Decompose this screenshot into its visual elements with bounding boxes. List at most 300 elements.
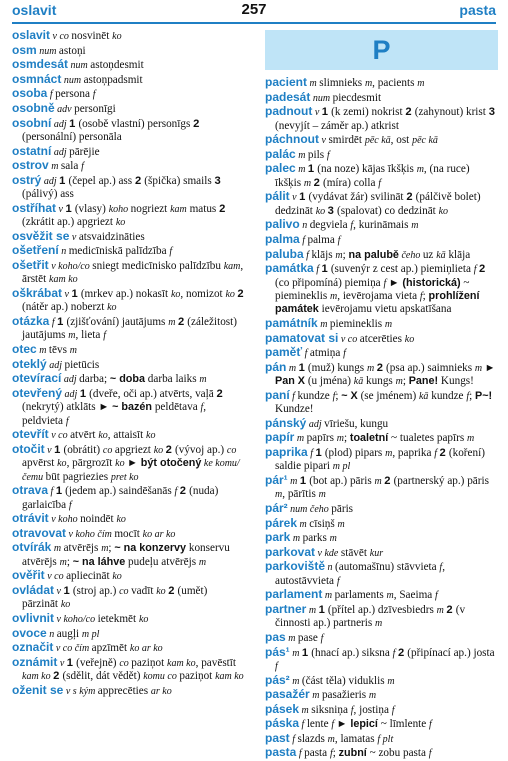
sense-number: 1 [71,287,81,300]
dictionary-entry [265,717,498,731]
sense-number: 1 [321,263,331,276]
dictionary-entry [12,612,245,626]
dictionary-entry [265,332,498,346]
dictionary-entry [12,259,245,287]
dictionary-entry [12,202,245,230]
grammar-label: ko [315,205,328,217]
dictionary-entry [12,684,245,698]
dictionary-entry [12,541,245,569]
translation-text: apgriezt [114,443,154,456]
example-phrase: ► Pan X [275,361,496,388]
translation-text: pāris [331,502,354,515]
example-phrase: zubní [338,747,367,760]
translation-text: matus [186,202,220,215]
sense-number: 2 [165,443,175,456]
translation-text: stāvēt [340,546,370,559]
translation-text: nosvinēt [71,30,113,42]
headword: osm [12,42,37,57]
translation-text: pils [307,148,327,161]
translation-text: ; [66,555,73,568]
translation-text: ; [335,389,342,402]
dictionary-entry [265,233,498,247]
grammar-label: f [49,316,58,328]
grammar-label: m [199,374,207,386]
translation-text: , lieta [75,329,104,342]
example-phrase: ► ~ bazén [98,401,153,414]
dictionary-entry [265,190,498,218]
translation-text: kundze [297,389,333,402]
grammar-label: m [48,161,61,173]
grammar-label: f [169,246,173,258]
headword: páchnout [265,132,319,147]
translation-text: , nomizot [180,287,226,300]
grammar-label: v co čím [53,643,92,655]
translation-text: (veřejně) [76,656,120,669]
translation-text: , peldvieta [22,401,207,427]
headword: osmdesát [12,57,69,72]
dictionary-entry [265,91,498,105]
translation-text: sala [60,160,82,173]
headword: pánský [265,415,307,430]
example-phrase: ► lepicí [336,718,378,731]
translation-text: ~ tualetes papīrs [388,432,467,445]
grammar-label: f [303,249,312,261]
sense-number: 2 [313,176,323,189]
headword: pás² [265,672,290,687]
grammar-label: f [350,220,354,232]
grammar-label: co [226,444,237,456]
grammar-label: m [295,164,308,176]
dictionary-entry [265,262,498,317]
translation-text: (nekrytý) atklāts [22,401,99,414]
grammar-label: m [474,362,485,374]
grammar-label: m [287,475,300,487]
grammar-label: m [51,543,64,555]
translation-text: (připínací ap.) josta [407,646,495,659]
headword: pán [265,359,287,374]
grammar-label: ko [98,430,108,442]
translation-text: vīriešu, kungu [324,417,389,430]
dictionary-entry [12,627,245,641]
headword: oslavit [12,28,51,42]
translation-text: (obrátit) [63,443,103,456]
translation-text: , lamatas [334,732,378,745]
grammar-label: pēc kā [364,135,391,147]
sense-number: 1 [65,202,75,215]
grammar-label: f [429,719,432,731]
dictionary-entry [265,588,498,602]
translation-text: (personální) personāla [22,130,122,143]
grammar-label: num [36,45,59,57]
grammar-label: f [307,447,316,459]
grammar-label: m [318,489,326,501]
translation-text: (nevyjít – záměr ap.) atkrist [275,119,399,132]
headword: otevírací [12,371,62,386]
headword: pacient [265,75,308,89]
grammar-label: co [102,444,115,456]
example-phrase: ~ X [341,389,358,402]
grammar-label: v kde [315,547,341,559]
grammar-label: v [44,444,55,456]
dictionary-entry [265,674,498,688]
translation-text: atvērējs [63,542,102,555]
grammar-label: ko [115,217,126,229]
translation-text: (spalovat) co dedzināt [337,204,439,217]
grammar-label: komu co [143,671,180,683]
translation-text: ~ piemineklis [275,276,470,302]
grammar-label: ko [112,571,122,583]
grammar-label: kā [436,249,446,261]
dictionary-entry [12,358,245,372]
grammar-label: m [385,447,393,459]
grammar-label: f [332,390,336,402]
grammar-label: v s kým [63,685,98,697]
headword: párek [265,515,298,530]
grammar-label: ko [112,31,122,42]
grammar-label: num [310,92,333,104]
sense-number: 2 [405,106,415,119]
translation-text: paziņot [131,656,167,669]
translation-text: personīgi [74,102,116,115]
grammar-label: f [419,290,423,302]
grammar-label: f [200,402,204,414]
grammar-label: m [395,376,403,388]
grammar-label: ke komu/čemu [22,458,240,483]
grammar-label: f [81,161,84,173]
example-phrase: na palubě [348,248,399,261]
translation-text: (se jménem) [357,389,419,402]
translation-text: pārējie [69,145,100,158]
grammar-label: v koho/co [54,613,98,625]
headword: parkovat [265,544,316,559]
dictionary-entry [265,474,498,502]
dictionary-entry [12,584,245,612]
translation-text: konservu atvērējs [22,542,230,568]
grammar-label: v koho/co [48,260,93,272]
grammar-label: f [92,89,96,101]
translation-text: (osobě vlastní) personīgs [78,117,194,130]
dictionary-entry [265,148,498,162]
dictionary-entry [265,746,498,760]
grammar-label: m [289,675,302,687]
grammar-label: v co [50,31,72,42]
translation-text: slazds [297,732,328,745]
grammar-label: m [299,704,312,716]
grammar-label: f [289,390,298,402]
grammar-label: adj [62,388,80,400]
headword: partner [265,601,307,616]
grammar-label: f [320,632,324,644]
grammar-label: m [275,489,283,501]
translation-text: parlaments [334,589,387,602]
grammar-label: ko [115,458,128,470]
headword: ovlivnit [12,610,55,625]
page-number: 257 [241,1,267,18]
grammar-label: f [391,704,395,716]
grammar-label: m [289,647,302,659]
translation-text: (zahynout) krist [414,106,489,119]
dictionary-entry [12,656,245,684]
sense-number: 1 [63,584,73,597]
translation-text: (pálivý) ass [22,188,74,201]
dictionary-entry [265,133,498,147]
grammar-label: f [103,330,106,342]
translation-text: (partnerský ap.) pāris [393,474,489,487]
grammar-label: m [303,177,314,189]
grammar-label: m [417,78,425,89]
dictionary-entry [265,688,498,702]
grammar-label: ko [138,613,149,625]
grammar-label: m [294,433,307,445]
sense-number: 3 [214,174,221,187]
translation-text: vadīt [131,584,157,597]
headword: pásek [265,701,300,716]
sense-number: 2 [168,584,178,597]
dictionary-entry [12,87,245,101]
dictionary-entry [265,703,498,717]
headword: osmnáct [12,71,62,86]
sense-number: 1 [59,174,69,187]
headword: palác [265,146,296,161]
translation-text: mocīt [114,527,143,540]
translation-text: (na noze) kājas īkšķis [317,163,417,176]
translation-text: darba laiks [145,373,200,386]
headword: otvírák [12,540,52,555]
grammar-label: f [48,486,56,498]
dictionary-entry [12,159,245,173]
dictionary-entry [12,44,245,58]
translation-text: kundze [428,389,467,402]
translation-text: ~ zobu pasta [366,747,429,760]
translation-text: (u jména) [305,375,354,388]
grammar-label: ko ar ko [142,528,176,540]
translation-text: (vývoj ap.) [175,443,227,456]
translation-text: apprecēties [97,684,151,697]
sense-number: 1 [315,446,325,459]
translation-text: siksniņa [311,703,351,716]
headword: osobně [12,100,55,115]
grammar-label: ko [60,599,71,611]
translation-text: , attaisīt [107,429,147,442]
grammar-label: v [57,657,67,669]
headword: otevřít [12,427,49,442]
sense-number: 2 [219,202,226,215]
right-column [265,29,498,761]
dictionary-entry [12,244,245,258]
grammar-label: f [337,234,341,246]
grammar-label: m [36,344,49,356]
grammar-label: m [69,344,77,356]
translation-text: sniegt medicīnisko palīdzību [92,259,224,272]
translation-text: atmiņa [309,347,344,360]
translation-text: medicīniskā palīdzība [68,245,170,258]
grammar-label: f [331,719,337,731]
translation-text: , ost [390,134,413,147]
grammar-label: m [368,690,377,702]
grammar-label: m [59,556,67,568]
translation-text: , Saeima [393,589,436,602]
grammar-label: adv [54,103,75,115]
translation-text: (záležitost) jautājums [22,315,237,342]
guide-word-left: oslavit [12,2,57,18]
translation-text: (nátěr ap.) noberzt [22,301,108,314]
grammar-label: pret ko [110,471,139,483]
grammar-label: m [286,362,299,374]
sense-number: 2 [53,670,63,683]
translation-text: (psa ap.) saimnieks [386,361,475,374]
translation-text: apvērst [22,457,58,470]
translation-text: astoņi [58,44,86,57]
dictionary-entry [12,287,245,315]
translation-text: lente [306,718,332,731]
translation-text: (vydávat žár) svilināt [308,191,407,204]
headword: paluba [265,246,304,261]
grammar-label: num čeho [287,503,332,515]
grammar-label: m [467,433,475,445]
translation-text: apliecināt [66,570,113,583]
grammar-label: n [325,562,336,574]
grammar-label: kam [223,260,241,272]
grammar-label: f [434,447,440,459]
translation-text: , jostiņa [353,703,392,716]
headword: palma [265,231,300,246]
translation-text: apzīmēt [91,642,130,655]
grammar-label: ko [156,585,169,597]
translation-text: (část těla) viduklis [301,674,388,687]
translation-text: (koření) saldie pipari [275,446,485,473]
headword: ověřit [12,568,45,583]
translation-text: noindēt [80,513,117,526]
sense-number: 3 [327,204,337,217]
headword: oznámit [12,654,58,669]
example-phrase: ~ na láhve [72,555,126,568]
translation-text: (umět) pārzināt [22,584,208,611]
grammar-label: adj [51,118,70,130]
grammar-label: num [68,60,91,72]
grammar-label: v koho [48,514,81,526]
grammar-label: m [386,590,394,602]
sense-number: 1 [79,387,90,400]
sense-number: 1 [318,603,328,616]
sense-number: 2 [446,603,456,616]
translation-text: uz [422,248,437,261]
grammar-label: f [466,390,470,402]
grammar-label: v co [44,571,67,583]
translation-text: pase [297,631,321,644]
headword: paní [265,387,290,402]
translation-text: ; [402,375,409,388]
grammar-label: n [58,246,69,258]
dictionary-entry [265,732,498,746]
dictionary-entry [12,102,245,116]
grammar-label: m [297,518,310,530]
grammar-label: kur [369,547,384,559]
dictionary-entry [265,417,498,431]
grammar-label: ko [116,514,126,526]
example-phrase: ~ doba [109,373,145,386]
headword: ostatní [12,143,52,158]
grammar-label: kā [418,390,429,402]
dictionary-entry [12,569,245,583]
headword: otec [12,341,37,356]
dictionary-entry [265,105,498,133]
grammar-label: f [439,562,443,574]
grammar-label: m [295,149,308,161]
headword: páska [265,716,300,731]
grammar-label: m [330,290,338,302]
headword: padnout [265,104,313,119]
translation-text: , ievērojama vieta [337,289,420,302]
grammar-label: f [296,748,305,760]
translation-text: (stroj ap.) [72,584,120,597]
translation-text: , pavēstīt [195,656,237,669]
translation-text: ; [332,747,339,760]
translation-text: (bot ap.) pāris [309,474,375,487]
dictionary-entry [12,428,245,442]
headword: pas [265,629,286,644]
headword: památník [265,315,318,330]
grammar-label: m [416,164,424,176]
translation-text: papīrs [306,432,337,445]
grammar-label: m pl [81,628,100,640]
translation-text: peldētava [152,401,201,414]
dictionary-entry [12,372,245,386]
grammar-label: f [65,415,69,427]
sense-number: 1 [57,315,67,328]
headword: palivo [265,217,300,232]
grammar-label: n [46,628,57,640]
grammar-label: m [366,362,377,374]
translation-text: smirdēt [328,134,365,147]
grammar-label: f [336,575,340,587]
headword: paměť [265,345,303,360]
translation-text: palma [307,233,338,246]
sense-number: 1 [54,443,64,456]
translation-text: tēvs [48,343,70,356]
dictionary-entry [12,29,245,43]
translation-text: (nuda) garlaicība [22,485,219,511]
translation-text: (míra) colla [323,176,379,189]
translation-text: (špička) smails [144,174,215,187]
grammar-label: adj [51,146,70,158]
dictionary-entry [265,431,498,445]
sense-number: 2 [216,387,223,400]
example-phrase: ~ na konzervy [114,542,187,555]
dictionary-entry [265,248,498,262]
grammar-label: f [68,499,72,511]
translation-text: atcerēties [359,332,405,345]
translation-text: darba; [79,373,110,386]
grammar-label: v [289,192,300,204]
headword: past [265,730,290,745]
dictionary-entry [12,512,245,526]
grammar-label: f [378,177,382,189]
grammar-label: kam [170,203,187,215]
sense-number: 1 [55,485,66,498]
translation-text: , pacients [372,77,418,89]
grammar-label: kā [353,376,364,388]
grammar-label: v co [338,333,360,345]
grammar-label: f [428,748,432,760]
sense-number: 2 [193,117,200,130]
grammar-label: m [322,590,335,602]
headword: ostrov [12,158,49,173]
translation-text: parks [302,532,330,545]
grammar-label: adj [46,359,65,371]
headword: paprika [265,444,308,459]
example-phrase: toaletní [349,432,389,445]
headword: palec [265,161,296,176]
